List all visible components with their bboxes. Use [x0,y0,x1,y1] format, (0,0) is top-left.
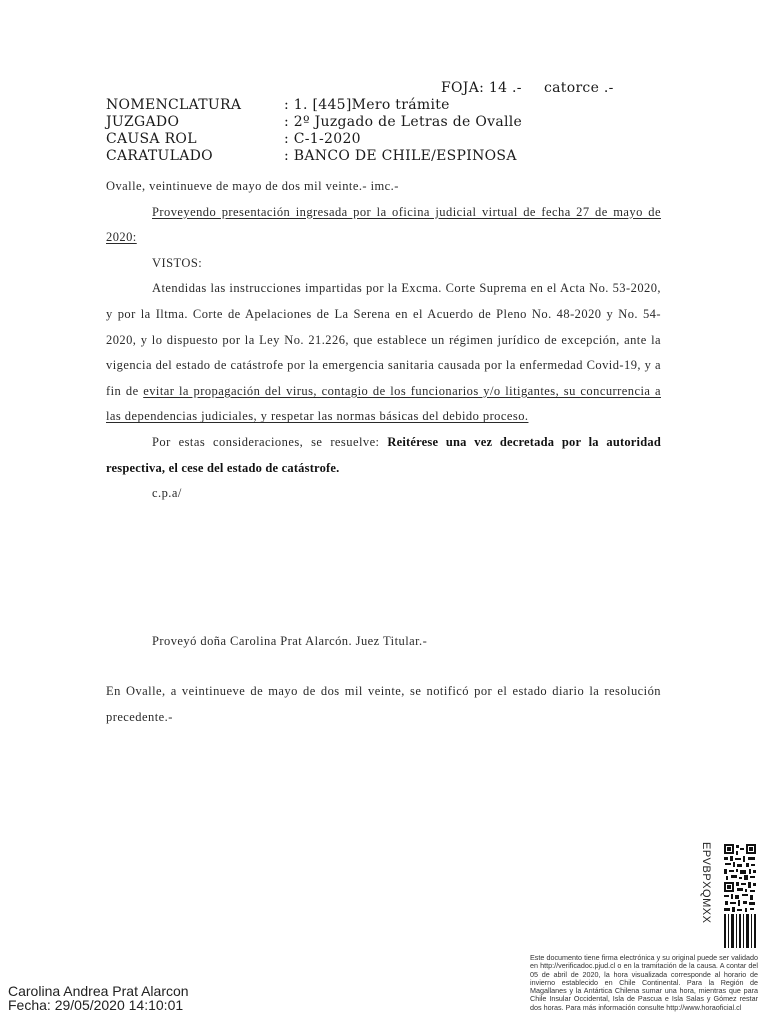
header-row-caratulado [106,148,517,165]
header-value: : 2º Juzgado de Letras de Ovalle [284,114,523,130]
header-label: CAUSA ROL [106,131,197,147]
resuelve-bold-text: Reitérese una vez decretada por la autoridad respectiva, el cese del estado de catástrofe. [106,434,661,475]
header-value: : BANCO DE CHILE/ESPINOSA [284,148,517,164]
signature-date: Fecha: 29/05/2020 14:10:01 [8,997,184,1013]
foja-number: FOJA: 14 .- [441,80,522,96]
header-row-juzgado [106,114,522,131]
header-value: : C-1-2020 [284,131,361,147]
cpa-initials: c.p.a/ [152,486,182,501]
resolution-body [106,174,661,507]
proveyo-text: Proveyó doña Carolina Prat Alarcón. Juez Titular.- [152,634,428,648]
verification-code-text: EPVBPXQMXX [700,842,712,924]
resuelve-text: Por estas consideraciones, se resuelve: [152,434,388,449]
notificacion-paragraph [106,679,661,730]
notificacion-text: En Ovalle, a veintinueve de mayo de dos mil veinte, se notificó por el estado diario la resolución precedente.- [106,684,661,724]
header-row-nomenclatura [106,97,450,114]
header-row-causa-rol [106,131,361,148]
header-label: CARATULADO [106,148,213,164]
atendidas-text: Atendidas las instrucciones impartidas por la Excma. Corte Suprema en el Acta No. 53-2020, y por la Iltma. Corte de Apelaciones de La Serena en el Acuerdo de Pleno No. 48-2020 y No. 54-2020, y lo dispuesto por la Ley No. 21.226, que establece un régimen jurídico de excepción, ante la vigencia del estado de catástrofe por la emergencia sanitaria causada por la enfermedad Covid-19, y a fin de [106,281,661,398]
proveyendo-paragraph: Proveyendo presentación ingresada por la oficina judicial virtual de fecha 27 de mayo de 2020: [106,204,661,245]
vistos-heading: VISTOS: [152,255,203,270]
atendidas-underlined-text: evitar la propagación del virus, contagio de los funcionarios y/o litigantes, su concurrencia a las dependencias judiciales, y respetar las normas básicas del debido proceso. [106,383,661,424]
electronic-signature-notice: Este documento tiene firma electrónica y su original puede ser validado en http://verificadoc.pjud.cl o en la tramitación de la causa. A contar del 05 de abril de 2020, la hora visualizada corresponde al horario de invierno establecido en Chile Continental. Para la Región de Magallanes y la Antártica Chilena sumar una hora, mientras que para Chile Insular Occidental, Isla de Pascua e Isla Salas y Gómez restar dos horas. Para más información consulte http://www.horaoficial.cl [530,953,758,1012]
proveyo-line [106,629,661,655]
foja-words: catorce .- [544,80,614,96]
header-label: NOMENCLATURA [106,97,242,113]
signer-name: Carolina Andrea Prat Alarcon [8,983,189,999]
resuelve-paragraph [106,430,661,481]
qr-code-icon [722,842,758,950]
atendidas-paragraph [106,276,661,430]
header-value: : 1. [445]Mero trámite [284,97,450,113]
dateline: Ovalle, veintinueve de mayo de dos mil veinte.- imc.- [106,179,399,193]
verification-code [700,842,714,942]
header-label: JUZGADO [106,114,180,130]
